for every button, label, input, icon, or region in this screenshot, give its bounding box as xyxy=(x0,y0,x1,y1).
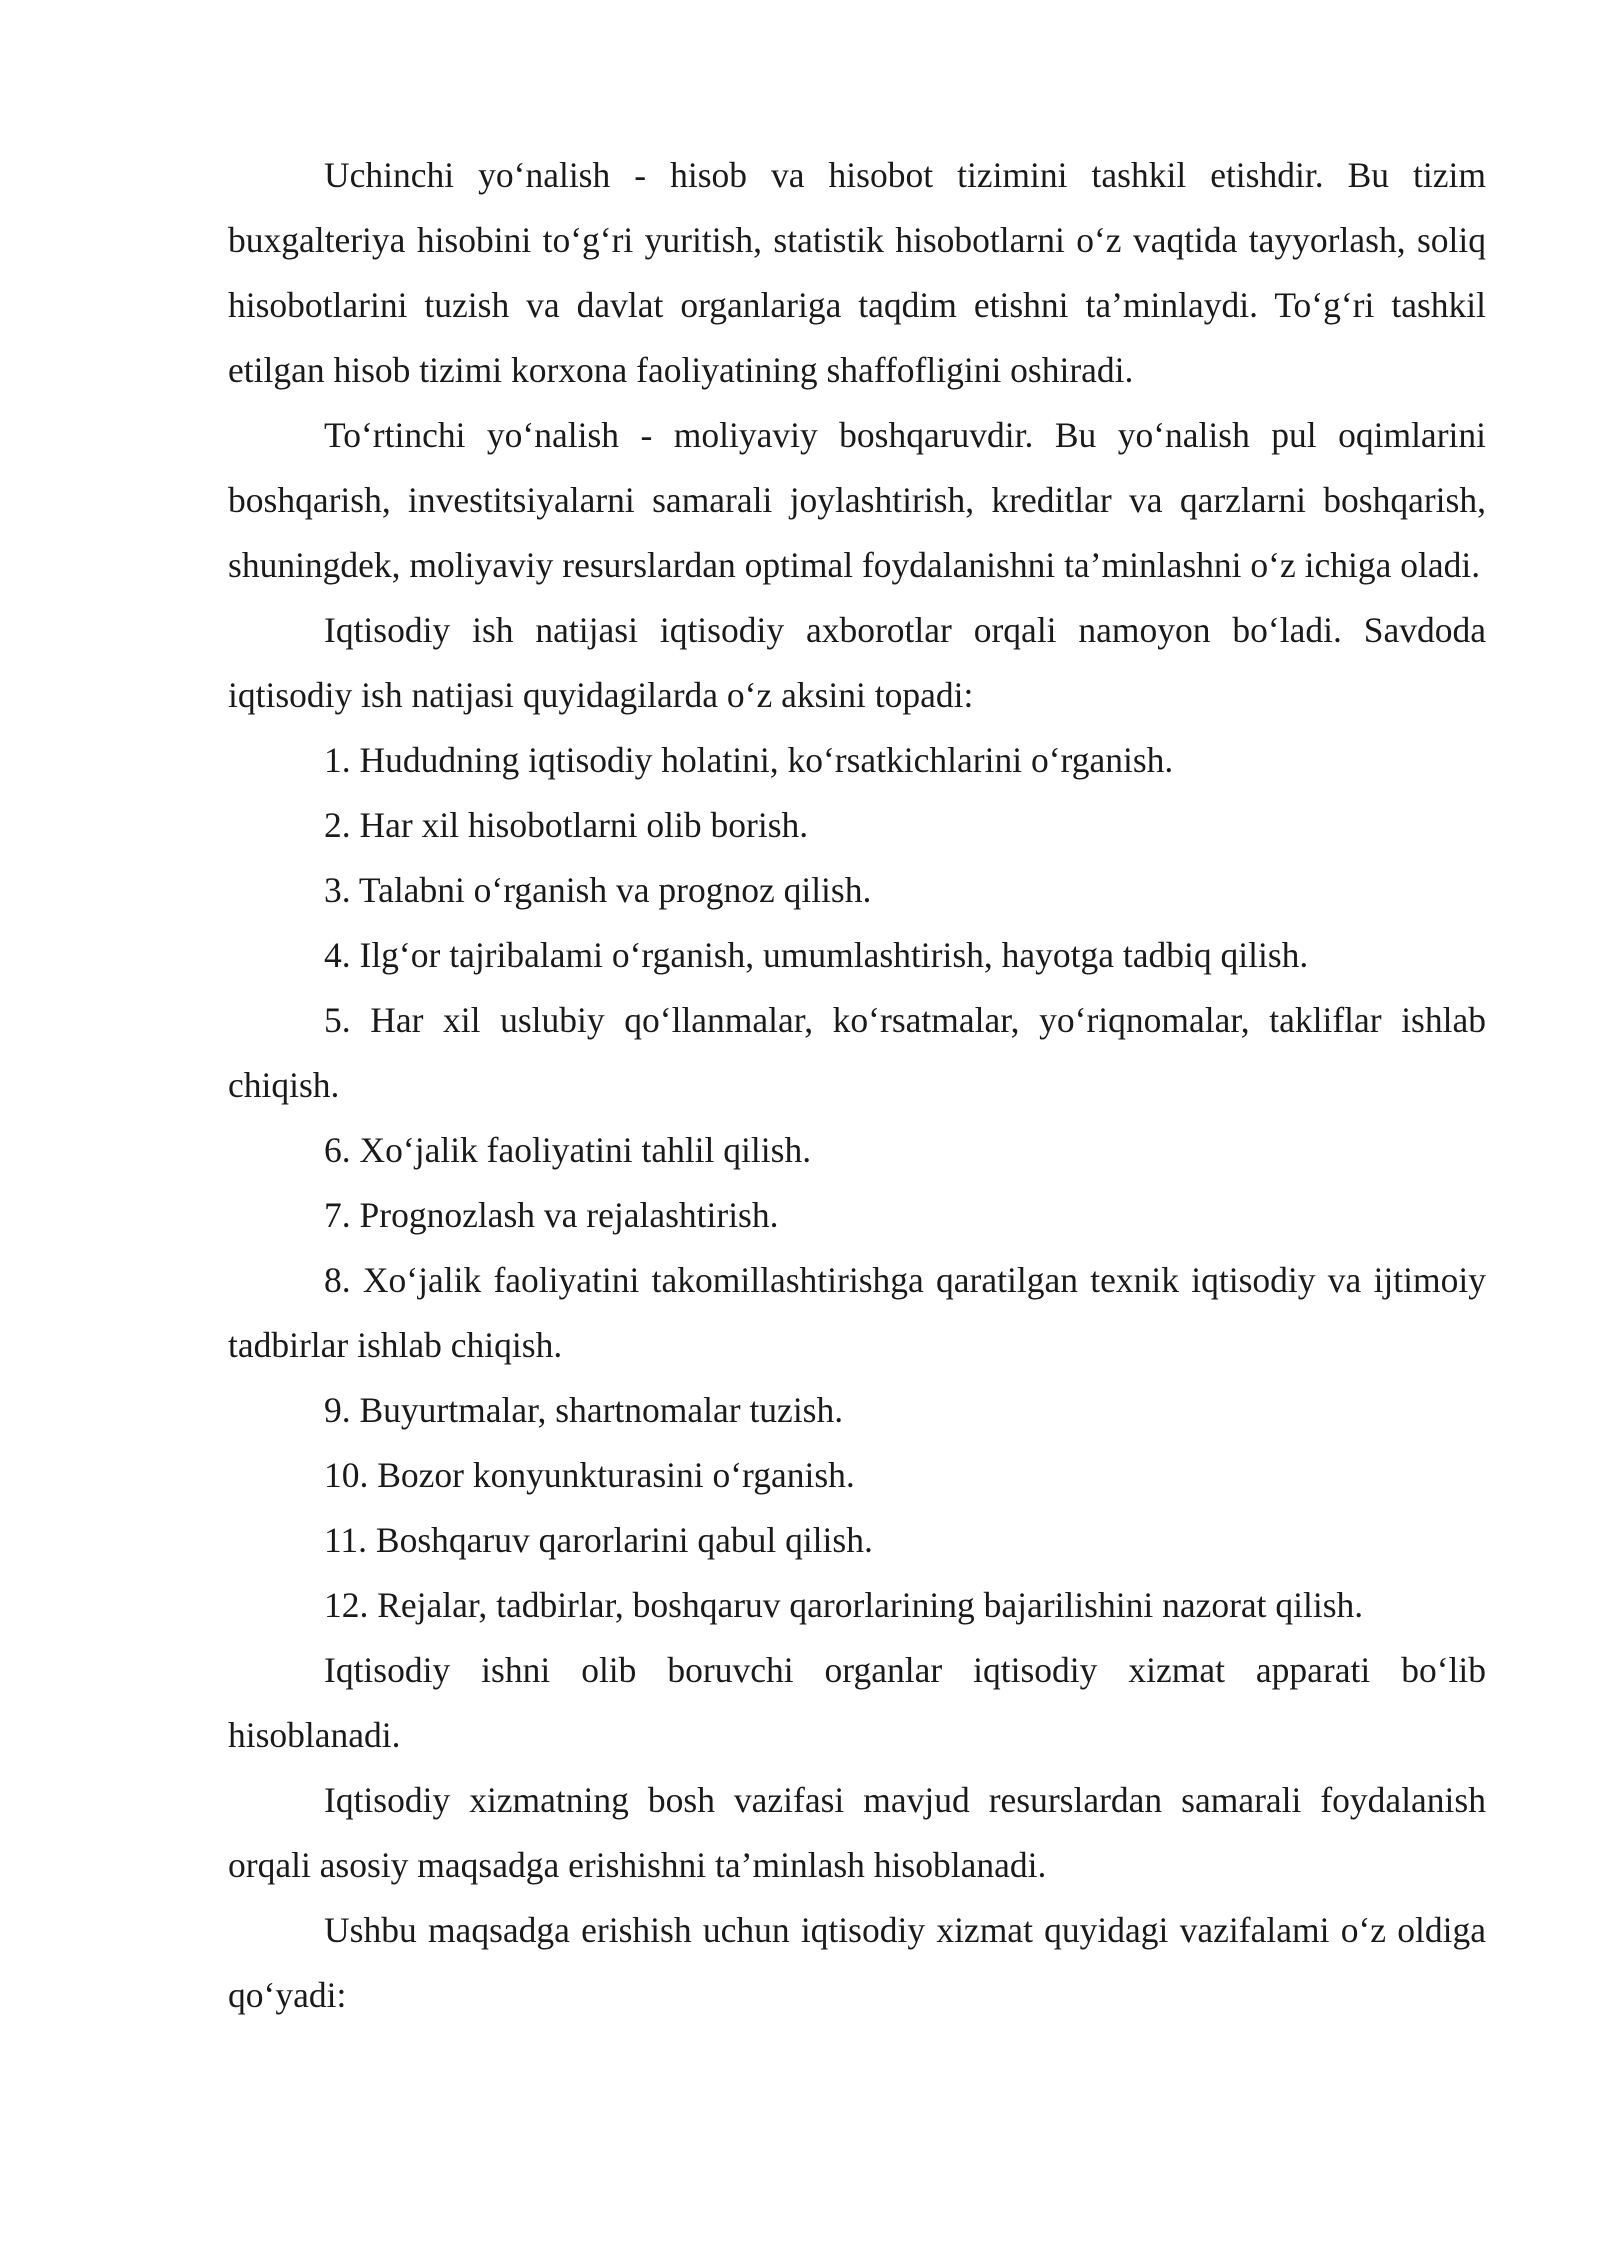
list-item-9: 9. Buyurtmalar, shartnomalar tuzish. xyxy=(324,1390,844,1430)
paragraph-vazifalar: Ushbu maqsadga erishish uchun iqtisodiy xizmat quyidagi vazifalami o‘z oldiga qo‘yadi: xyxy=(228,1910,1486,2015)
list-item-12: 12. Rejalar, tadbirlar, boshqaruv qarorlarining bajarilishini nazorat qilish. xyxy=(324,1585,1364,1625)
list-item-7: 7. Prognozlash va rejalashtirish. xyxy=(324,1195,779,1235)
list-item-1: 1. Hududning iqtisodiy holatini, ko‘rsatkichlarini o‘rganish. xyxy=(324,740,1174,780)
list-item-8: 8. Xo‘jalik faoliyatini takomillashtirishga qaratilgan texnik iqtisodiy va ijtimoiy tadbirlar ishlab chiqish. xyxy=(228,1260,1486,1365)
paragraph-hisob-tizimi: Uchinchi yo‘nalish - hisob va hisobot tizimini tashkil etishdir. Bu tizim buxgalteriya hisobini to‘g‘ri yuritish, statistik hisobotlarni o‘z vaqtida tayyorlash, soliq hisobotlarini tuzish va davlat organlariga taqdim etishni ta’minlaydi. To‘g‘ri tashkil etilgan hisob tizimi korxona faoliyatining shaffofligini oshiradi. xyxy=(228,155,1486,390)
list-item-11: 11. Boshqaruv qarorlarini qabul qilish. xyxy=(324,1520,873,1560)
document-page xyxy=(228,143,1486,2028)
list-item-2: 2. Har xil hisobotlarni olib borish. xyxy=(324,805,809,845)
list-item-6: 6. Xo‘jalik faoliyatini tahlil qilish. xyxy=(324,1130,812,1170)
list-item-4: 4. Ilg‘or tajribalami o‘rganish, umumlashtirish, hayotga tadbiq qilish. xyxy=(324,935,1309,975)
paragraph-xizmat-apparati: Iqtisodiy ishni olib boruvchi organlar iqtisodiy xizmat apparati bo‘lib hisoblanadi. xyxy=(228,1650,1486,1755)
list-item-10: 10. Bozor konyunkturasini o‘rganish. xyxy=(324,1455,855,1495)
paragraph-bosh-vazifa: Iqtisodiy xizmatning bosh vazifasi mavjud resurslardan samarali foydalanish orqali asosiy maqsadga erishishni ta’minlash hisoblanadi. xyxy=(228,1780,1486,1885)
list-item-3: 3. Talabni o‘rganish va prognoz qilish. xyxy=(324,870,872,910)
list-item-5: 5. Har xil uslubiy qo‘llanmalar, ko‘rsatmalar, yo‘riqnomalar, takliflar ishlab chiqish. xyxy=(228,1000,1486,1105)
paragraph-moliyaviy-boshqaruv: To‘rtinchi yo‘nalish - moliyaviy boshqaruvdir. Bu yo‘nalish pul oqimlarini boshqarish, investitsiyalarni samarali joylashtirish, kreditlar va qarzlarni boshqarish, shuningdek, moliyaviy resurslardan optimal foydalanishni ta’minlashni o‘z ichiga oladi. xyxy=(228,415,1486,585)
paragraph-iqtisodiy-ish-natijasi: Iqtisodiy ish natijasi iqtisodiy axborotlar orqali namoyon bo‘ladi. Savdoda iqtisodiy ish natijasi quyidagilarda o‘z aksini topadi: xyxy=(228,610,1486,715)
